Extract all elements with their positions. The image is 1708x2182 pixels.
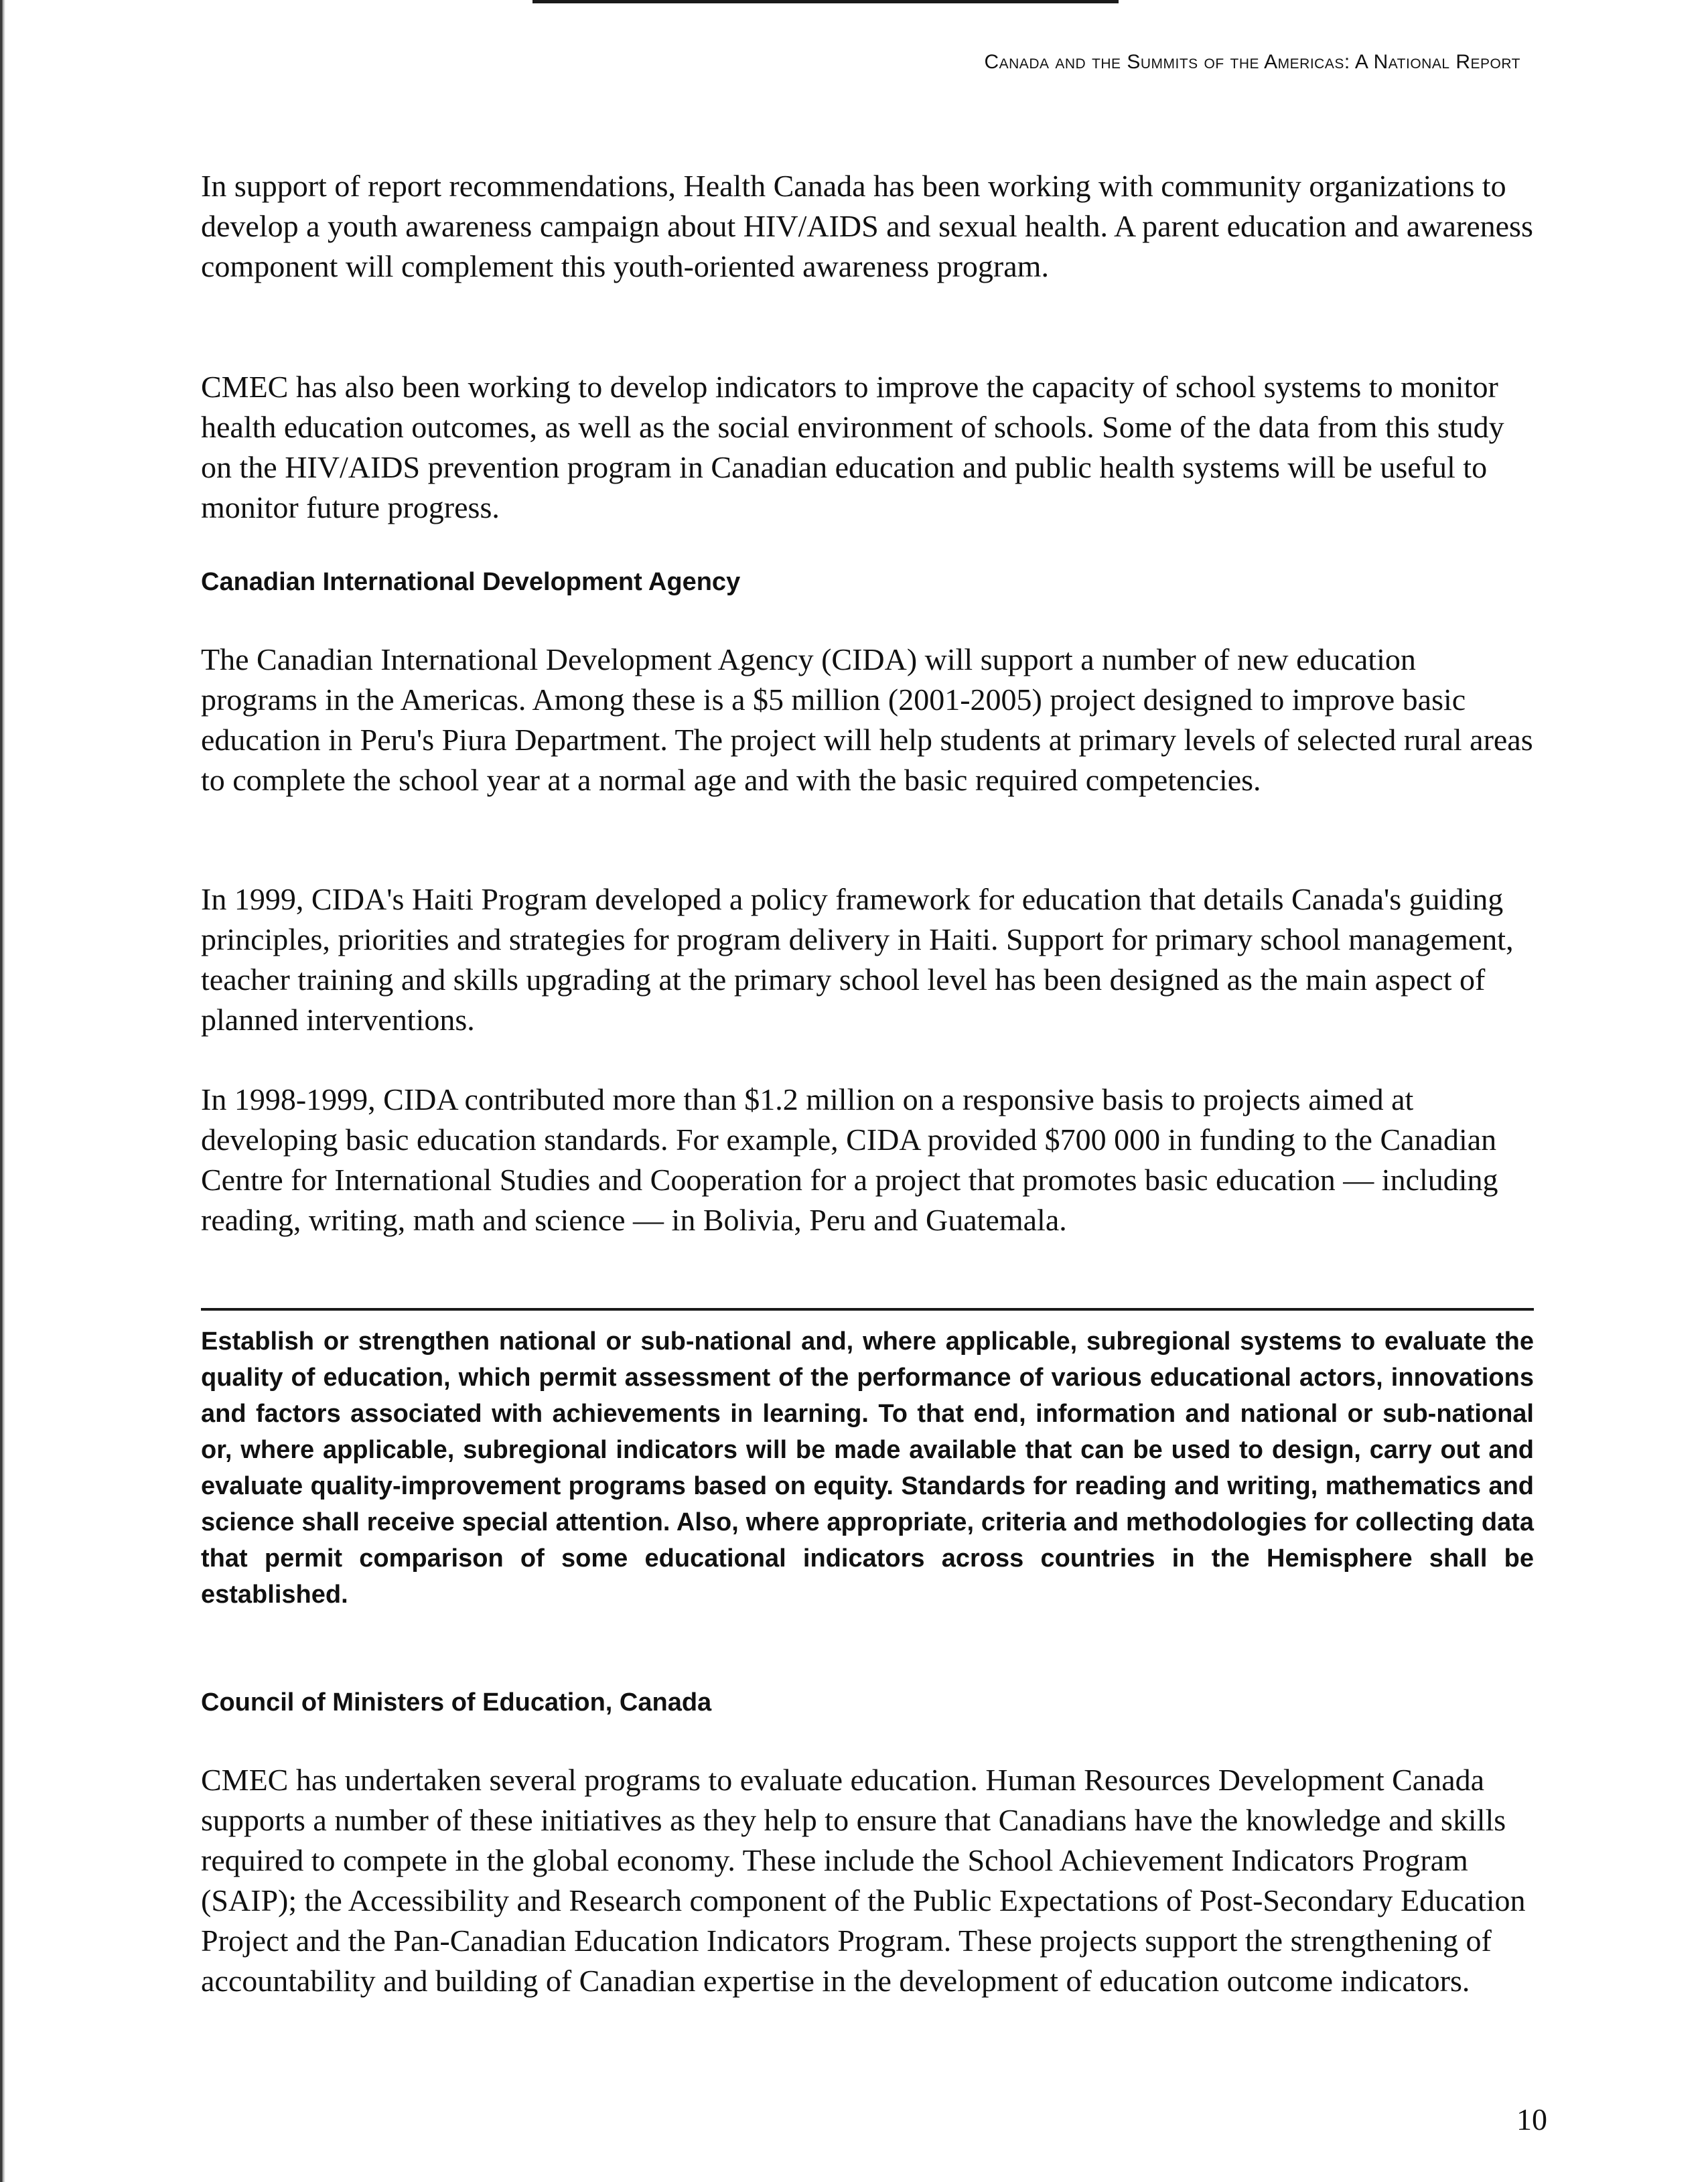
top-rule xyxy=(532,0,1119,3)
paragraph-cida-peru: The Canadian International Development Agency (CIDA) will support a number of new education programs in the Americas. Among these is a $5 million (2001-2005) project designed to improve basic education in Peru's Piura Department. The project will help students at primary levels of selected rural areas to complete the school year at a normal age and with the basic required competencies. xyxy=(201,642,1533,797)
running-header: Canada and the Summits of the Americas: A National Report xyxy=(984,51,1520,73)
summit-mandate-callout: Establish or strengthen national or sub-national and, where applicable, subregional systems to evaluate the quality of education, which permit assessment of the performance of various educational actors, innovations and factors associated with achievements in learning. To that end, information and national or sub-national or, where applicable, subregional indicators will be made available that can be used to design, carry out and evaluate quality-improvement programs based on equity. Standards for reading and writing, mathematics and science shall receive special attention. Also, where appropriate, criteria and methodologies for collecting data that permit comparison of some educational indicators across countries in the Hemisphere shall be established. xyxy=(201,1327,1534,1609)
page-number: 10 xyxy=(1516,2102,1547,2136)
section-divider xyxy=(201,1308,1534,1311)
paragraph-cmec-indicators: CMEC has also been working to develop indicators to improve the capacity of school systems to monitor health education outcomes, as well as the social environment of schools. Some of the data from this study on the HIV/AIDS prevention program in Canadian education and public health systems will be useful to monitor future progress. xyxy=(201,370,1504,524)
paragraph-cida-standards: In 1998-1999, CIDA contributed more than $1.2 million on a responsive basis to projects aimed at developing basic education standards. For example, CIDA provided $700 000 in funding to the Canadian Centre for International Studies and Cooperation for a project that promotes basic education — including reading, writing, math and science — in Bolivia, Peru and Guatemala. xyxy=(201,1082,1498,1237)
paragraph-cida-haiti: In 1999, CIDA's Haiti Program developed a policy framework for education that details Canada's guiding principles, priorities and strategies for program delivery in Haiti. Support for primary school management, teacher training and skills upgrading at the primary school level has been designed as the main aspect of planned interventions. xyxy=(201,882,1514,1037)
paragraph-health-canada: In support of report recommendations, Health Canada has been working with community organizations to develop a youth awareness campaign about HIV/AIDS and sexual health. A parent education and awareness component will complement this youth-oriented awareness program. xyxy=(201,169,1533,283)
heading-cida: Canadian International Development Agency xyxy=(201,568,741,596)
heading-cmec: Council of Ministers of Education, Canada xyxy=(201,1688,712,1717)
paragraph-cmec-programs: CMEC has undertaken several programs to evaluate education. Human Resources Development Canada supports a number of these initiatives as they help to ensure that Canadians have the knowledge and skills required to compete in the global economy. These include the School Achievement Indicators Program (SAIP); the Accessibility and Research component of the Public Expectations of Post-Secondary Education Project and the Pan-Canadian Education Indicators Program. These projects support the strengthening of accountability and building of Canadian expertise in the development of education outcome indicators. xyxy=(201,1763,1526,1998)
scan-edge xyxy=(0,0,5,2182)
